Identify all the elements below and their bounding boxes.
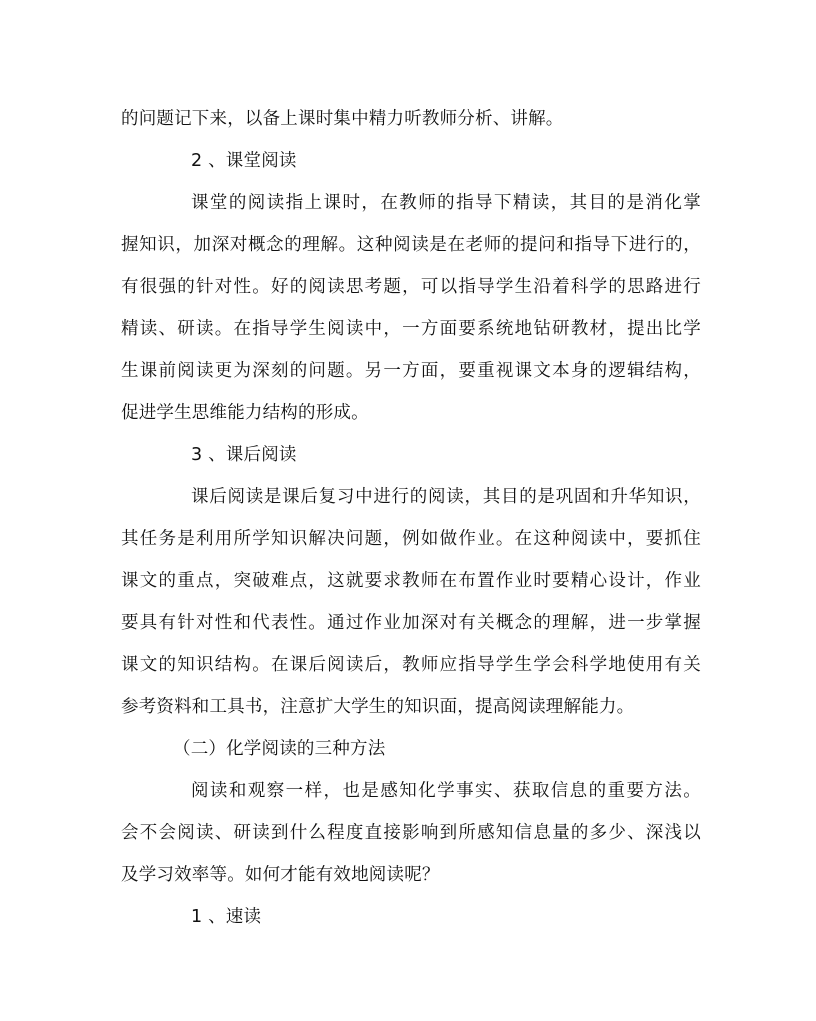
line-gap — [121, 850, 701, 858]
line-gap — [121, 178, 701, 186]
line-gap — [121, 220, 701, 228]
line-gap — [121, 262, 701, 270]
paragraph-line: 课文的知识结构。在课后阅读后，教师应指导学生学会科学地使用有关 — [121, 655, 701, 675]
line-gap — [121, 640, 701, 648]
paragraph-line: 会不会阅读、研读到什么程度直接影响到所感知信息量的多少、深浅以 — [121, 823, 701, 843]
line-gap — [121, 388, 701, 396]
paragraph-line: 其任务是利用所学知识解决问题，例如做作业。在这种阅读中，要抓住 — [121, 529, 701, 549]
paragraph-line: 课堂的阅读指上课时，在教师的指导下精读，其目的是消化掌 — [191, 193, 701, 213]
line-gap — [121, 808, 701, 816]
section-heading-three-methods: （二）化学阅读的三种方法 — [173, 739, 386, 759]
line-gap — [121, 724, 701, 732]
paragraph-line: 有很强的针对性。好的阅读思考题，可以指导学生沿着科学的思路进行 — [121, 277, 701, 297]
line-gap — [121, 472, 701, 480]
line-gap — [121, 514, 701, 522]
paragraph-line: 课后阅读是课后复习中进行的阅读，其目的是巩固和升华知识， — [191, 487, 701, 507]
line-gap — [121, 682, 701, 690]
line-gap — [121, 346, 701, 354]
paragraph-line: 要具有针对性和代表性。通过作业加深对有关概念的理解，进一步掌握 — [121, 613, 701, 633]
line-gap — [121, 598, 701, 606]
section-heading-classroom-reading: 2 、课堂阅读 — [191, 151, 297, 171]
paragraph-line: 阅读和观察一样，也是感知化学事实、获取信息的重要方法。 — [191, 781, 701, 801]
line-gap — [121, 430, 701, 438]
line-gap — [121, 766, 701, 774]
paragraph-line: 生课前阅读更为深刻的问题。另一方面，要重视课文本身的逻辑结构， — [121, 361, 701, 381]
paragraph-line-last: 促进学生思维能力结构的形成。 — [121, 403, 369, 423]
section-heading-after-class-reading: 3 、课后阅读 — [191, 445, 297, 465]
line-gap — [121, 556, 701, 564]
line-gap — [121, 304, 701, 312]
paragraph-line-last: 及学习效率等。如何才能有效地阅读呢？ — [121, 865, 440, 885]
paragraph-line: 课文的重点，突破难点，这就要求教师在布置作业时要精心设计，作业 — [121, 571, 701, 591]
paragraph-line: 握知识，加深对概念的理解。这种阅读是在老师的提问和指导下进行的， — [121, 235, 701, 255]
line-gap — [121, 892, 701, 900]
document-body — [121, 102, 701, 934]
paragraph-line: 精读、研读。在指导学生阅读中，一方面要系统地钻研教材，提出比学 — [121, 319, 701, 339]
paragraph-line-last: 参考资料和工具书，注意扩大学生的知识面，提高阅读理解能力。 — [121, 697, 635, 717]
text-line-continuation: 的问题记下来，以备上课时集中精力听教师分析、讲解。 — [121, 109, 564, 129]
section-heading-speed-reading: 1 、速读 — [191, 907, 262, 927]
line-gap — [121, 136, 701, 144]
